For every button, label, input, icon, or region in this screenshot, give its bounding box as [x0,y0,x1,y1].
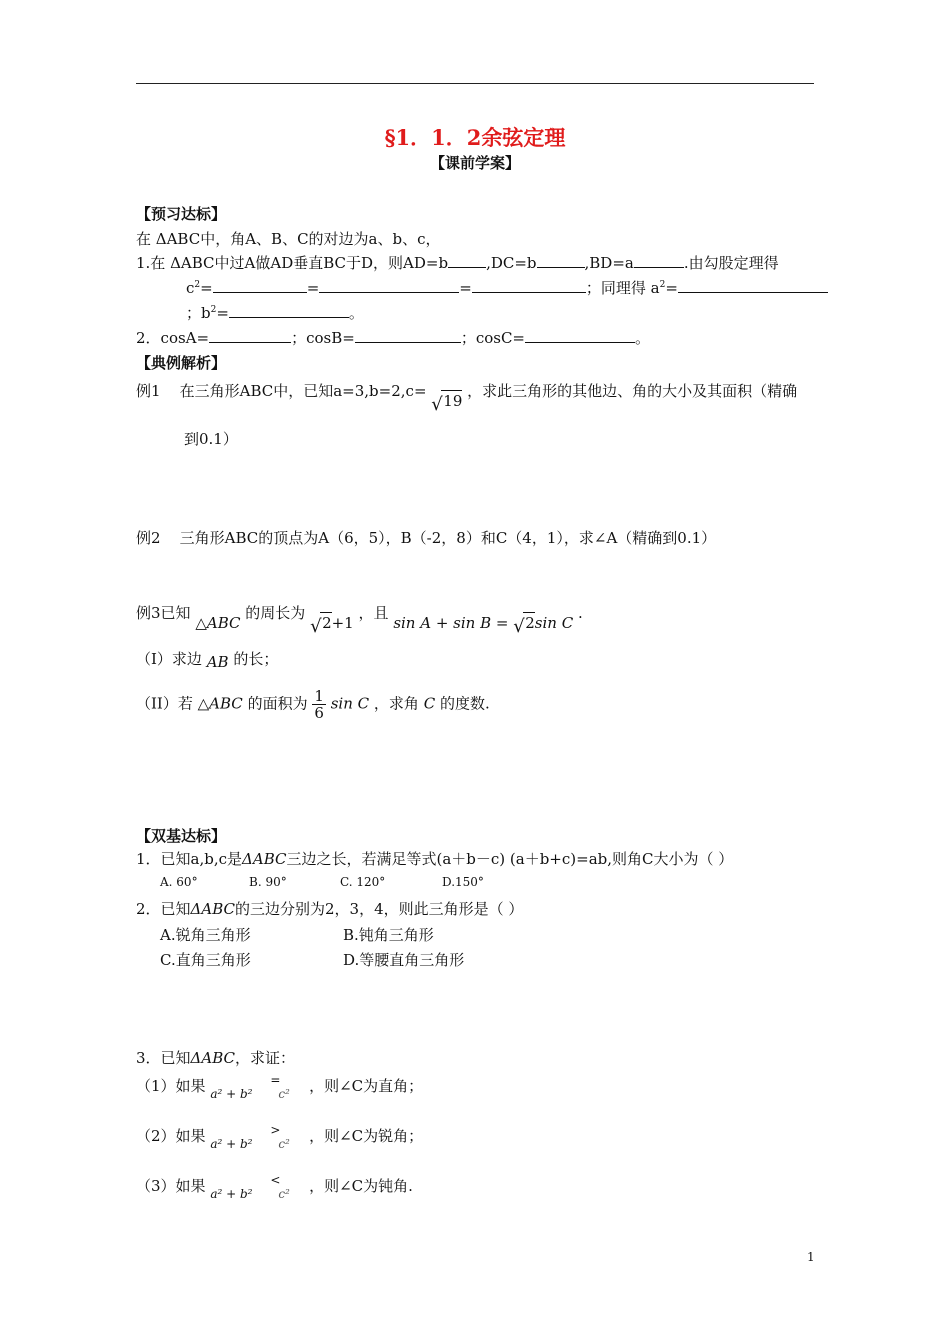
exercise-3-item-1: （1）如果 a² + b² = c² ，则∠C为直角； [136,1073,424,1101]
blank-c2-3[interactable] [472,278,586,293]
exercise-2-option-b[interactable]: B.钝角三角形 [343,926,434,944]
exercise-1-option-d[interactable]: D.150° [442,875,484,889]
sqrt-2: √ 2 [310,614,332,637]
sqrt-2b: √ 2 [513,614,535,637]
blank-c2-2[interactable] [319,278,459,293]
exercise-3-item-2: （2）如果 a² + b² > c² ，则∠C为锐角； [136,1123,424,1151]
preview-q1-line2: $c^2=$ = = ；同理得 $a^2=$ [186,277,828,298]
preview-q1-line3: ；$b^2=$ 。 [186,304,364,322]
example-1-cont: 到0.1） [184,430,238,448]
blank-dc[interactable] [537,253,585,268]
exercise-2-option-c[interactable]: C.直角三角形 [160,951,251,969]
blank-cosc[interactable] [525,328,635,343]
section-heading-examples: 【典例解析】 [136,354,227,372]
section-heading-preview: 【预习达标】 [136,205,227,223]
blank-b2[interactable] [229,303,349,318]
blank-cosb[interactable] [355,328,461,343]
blank-bd[interactable] [634,253,684,268]
exercise-3-item-3: （3）如果 a² + b² < c² ，则∠C为钝角. [136,1173,413,1201]
header-rule [136,83,814,84]
exercise-1-option-a[interactable]: A. 60° [160,875,198,889]
exercise-2-option-a[interactable]: A.锐角三角形 [160,926,251,944]
exercise-2: 2．已知ΔABC的三边分别为2，3，4，则此三角形是（ ） [136,900,524,918]
preview-intro: 在 ΔABC中，角A、B、C的对边为a、b、c， [136,230,441,248]
blank-a2[interactable] [678,278,828,293]
preview-q2: 2．cosA= ；cosB= ；cosC= 。 [136,329,651,347]
sqrt-19: √ 19 [431,392,463,415]
example-3-part2: （II）若 △ABC 的面积为 $\frac{1}{6}$ sin C ，求角 C 的度数. [136,687,490,722]
example-2: 例2 三角形ABC的顶点为A（6，5），B（-2，8）和C（4，1），求∠A（精确到0.1） [136,529,717,547]
preview-q1-line1: 1.在 ΔABC中过A做AD垂直BC于D，则AD=b ,DC=b ,BD=a .由勾股定理得 [136,254,779,272]
exercise-2-option-d[interactable]: D.等腰直角三角形 [343,951,465,969]
example-3: 例3已知 △ABC 的周长为 √ 2+1 ，且 sin A + sin B = √ 2sin C . [136,604,583,637]
blank-ad[interactable] [448,253,486,268]
fraction-one-sixth: $\frac{1}{6}$ [314,687,324,722]
section-heading-exercises: 【双基达标】 [136,827,227,845]
exercise-1-option-b[interactable]: B. 90° [249,875,287,889]
blank-cosa[interactable] [209,328,291,343]
page-title: §1．1．2余弦定理 [384,125,566,150]
exercise-1: 1．已知a,b,c是ΔABC三边之长，若满足等式(a＋b－c) (a＋b+c)=ab,则角C大小为（ ） [136,850,734,868]
blank-c2-1[interactable] [213,278,307,293]
page-subtitle: 【课前学案】 [429,154,520,172]
exercise-3: 3．已知ΔABC，求证： [136,1049,296,1067]
example-1: 例1 在三角形ABC中，已知a=3,b=2,c= √ 19 ，求此三角形的其他边、角的大小及其面积（精确 [136,382,798,415]
page-number: 1 [807,1250,815,1264]
exercise-1-option-c[interactable]: C. 120° [340,875,386,889]
example-3-part1: （I）求边 AB 的长； [136,650,279,671]
